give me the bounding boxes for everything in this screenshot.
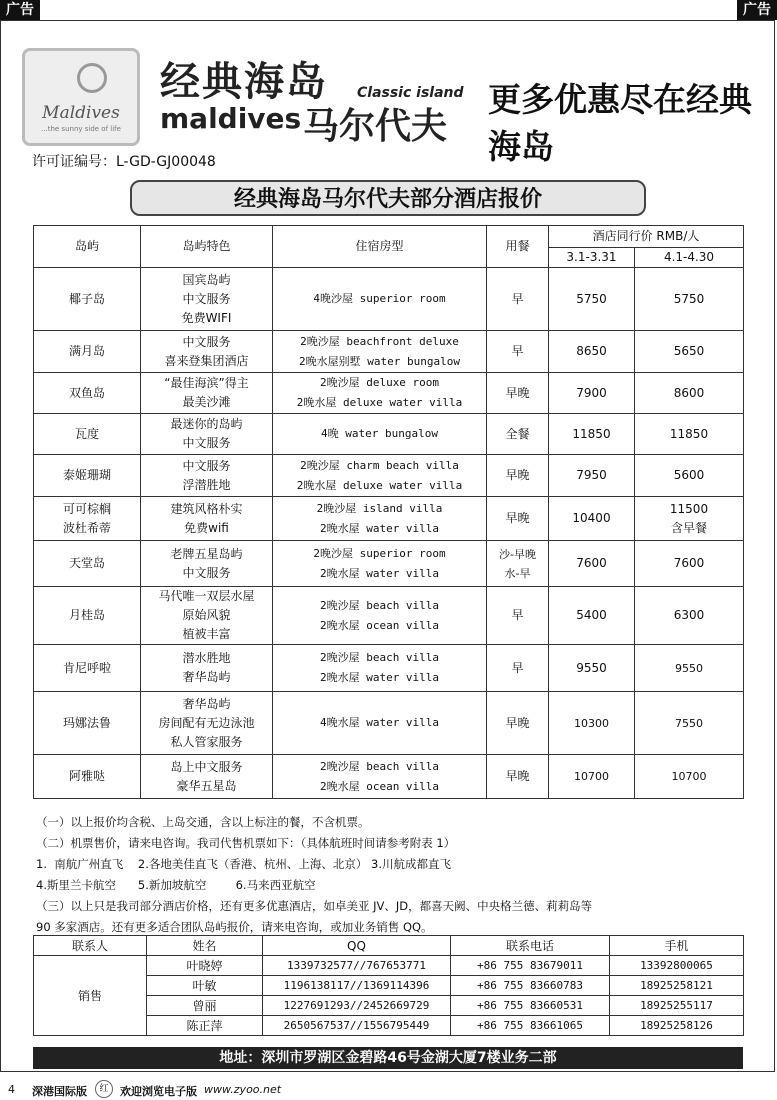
- feature-line: 马代唯一双层水屋: [158, 589, 255, 603]
- price-table: [33, 225, 744, 799]
- meal-plan: 早晚: [487, 373, 549, 414]
- price-april: 8600: [635, 373, 744, 414]
- website-link[interactable]: www.zyoo.net: [204, 1083, 282, 1096]
- feature-line: 奢华岛屿: [182, 696, 231, 711]
- price-row: [34, 268, 744, 331]
- feature-line: 老牌五星岛屿: [170, 546, 243, 561]
- feature-line: 中文服务: [182, 565, 231, 580]
- island-name: 椰子岛: [34, 268, 141, 331]
- header-price: 酒店同行价 RMB/人: [549, 226, 744, 248]
- welcome-text: 欢迎浏览电子版: [120, 1085, 197, 1098]
- price-march: 10400: [549, 497, 635, 541]
- room-types: [273, 268, 487, 331]
- contact-header-role: 联系人: [34, 936, 147, 956]
- price-april: 5600: [635, 455, 744, 497]
- feature-line: 喜来登集团酒店: [164, 353, 249, 368]
- room-line: 2晚沙屋 beach villa: [319, 759, 440, 773]
- contact-table: [33, 935, 744, 1036]
- feature-line: 中文服务: [182, 436, 231, 450]
- footer: [0, 1078, 777, 1100]
- room-types: [273, 587, 487, 645]
- price-march: 10300: [549, 692, 635, 755]
- logo-text: Maldives: [42, 103, 120, 123]
- room-line: 2晚沙屋 island villa: [316, 501, 443, 515]
- room-types: [273, 541, 487, 587]
- contact-qq: 1339732577//767653771: [263, 956, 451, 976]
- contact-name: 陈正萍: [147, 1016, 263, 1036]
- contact-qq: 1227691293//2452669729: [263, 996, 451, 1016]
- island-name: 满月岛: [34, 331, 141, 373]
- price-row: [34, 497, 744, 541]
- meal-plan: 早: [487, 587, 549, 645]
- note-line: 90 多家酒店。还有更多适合团队岛屿报价，请来电咨询，或加业务销售 QQ。: [36, 920, 433, 934]
- page-number: 4: [8, 1083, 15, 1096]
- room-line: 4晚 water bungalow: [321, 427, 438, 440]
- island-features: [141, 587, 273, 645]
- room-types: [273, 645, 487, 692]
- contact-qq: 1196138117//1369114396: [263, 976, 451, 996]
- island-name: 阿雅哒: [34, 755, 141, 799]
- contact-phone: +86 755 83661065: [451, 1016, 610, 1036]
- price-march: 10700: [549, 755, 635, 799]
- feature-line: 中文服务: [182, 334, 231, 349]
- feature-line: 房间配有无边泳池: [158, 715, 255, 730]
- contact-name: 叶敏: [147, 976, 263, 996]
- note-line: 4.斯里兰卡航空 5.新加坡航空 6.马来西亚航空: [36, 878, 316, 892]
- header-meal: 用餐: [487, 226, 549, 268]
- room-types: [273, 373, 487, 414]
- price-april: 7600: [635, 541, 744, 587]
- contact-mobile: 18925258121: [610, 976, 744, 996]
- island-features: [141, 645, 273, 692]
- note-line: （一）以上报价均含税、上岛交通，含以上标注的餐，不含机票。: [36, 815, 370, 829]
- island-features: [141, 755, 273, 799]
- feature-line: 最美沙滩: [182, 395, 231, 409]
- meal-plan: 早晚: [487, 497, 549, 541]
- price-march: 7600: [549, 541, 635, 587]
- room-line: 2晚水屋别墅 water bungalow: [299, 354, 460, 368]
- contact-phone: +86 755 83660783: [451, 976, 610, 996]
- feature-line: 豪华五星岛: [176, 778, 237, 793]
- price-march: 9550: [549, 645, 635, 692]
- feature-line: 国宾岛屿: [182, 272, 231, 287]
- header-period-march: 3.1-3.31: [549, 248, 635, 268]
- room-line: 4晚水屋 water villa: [319, 716, 440, 729]
- feature-line: 免费WIFI: [181, 310, 232, 325]
- contact-mobile: 18925255117: [610, 996, 744, 1016]
- feature-line: 中文服务: [182, 291, 231, 306]
- island-name: 泰姬珊瑚: [34, 455, 141, 497]
- room-line: 2晚水屋 deluxe water villa: [296, 396, 463, 409]
- room-types: [273, 692, 487, 755]
- price-march: 8650: [549, 331, 635, 373]
- price-row: [34, 331, 744, 373]
- island-name: 月桂岛: [34, 587, 141, 645]
- meal-plan: 沙-早晚 水-早: [487, 541, 549, 587]
- brand-subtitle-en: maldives: [160, 102, 302, 135]
- room-types: [273, 455, 487, 497]
- meal-plan: 早晚: [487, 455, 549, 497]
- meal-plan: 全餐: [487, 414, 549, 455]
- address-bar: 地址：深圳市罗湖区金碧路46号金湖大厦7楼业务二部: [33, 1047, 743, 1069]
- contact-header-name: 姓名: [147, 936, 263, 956]
- price-march: 7950: [549, 455, 635, 497]
- room-line: 2晚沙屋 deluxe room: [319, 376, 440, 389]
- header-feature: 岛屿特色: [141, 226, 273, 268]
- room-line: 2晚水屋 ocean villa: [319, 618, 440, 632]
- ad-label-left: 广告: [0, 0, 40, 20]
- contact-mobile: 13392800065: [610, 956, 744, 976]
- header-period-april: 4.1-4.30: [635, 248, 744, 268]
- island-features: [141, 497, 273, 541]
- contact-row: [34, 956, 744, 976]
- price-row: [34, 755, 744, 799]
- feature-line: 潜水胜地: [182, 651, 231, 665]
- edition-badge-icon: 红: [95, 1080, 113, 1098]
- price-row: [34, 541, 744, 587]
- meal-plan: 早: [487, 331, 549, 373]
- room-line: 4晚沙屋 superior room: [313, 292, 446, 305]
- header-island: 岛屿: [34, 226, 141, 268]
- brand-title-cn: 经典海岛: [160, 59, 328, 105]
- price-row: [34, 414, 744, 455]
- island-name: 双鱼岛: [34, 373, 141, 414]
- meal-plan: 早: [487, 268, 549, 331]
- note-line: （二）机票售价，请来电咨询。我司代售机票如下：（具体航班时间请参考附表 1）: [36, 836, 456, 850]
- brand-subtitle-cn: 马尔代夫: [303, 106, 448, 147]
- island-features: [141, 541, 273, 587]
- price-april: 7550: [635, 692, 744, 755]
- price-april: 5750: [635, 268, 744, 331]
- contact-name: 曾丽: [147, 996, 263, 1016]
- island-name: 天堂岛: [34, 541, 141, 587]
- contact-name: 叶晓婷: [147, 956, 263, 976]
- room-line: 2晚沙屋 superior room: [313, 546, 446, 560]
- price-row: [34, 645, 744, 692]
- note-line: 1. 南航广州直飞 2.各地美佳直飞（香港、杭州、上海、北京） 3.川航成都直飞: [36, 857, 452, 871]
- feature-line: “最佳海滨”得主: [164, 376, 249, 390]
- contact-header-mobile: 手机: [610, 936, 744, 956]
- logo-subtext: ...the sunny side of life: [41, 125, 121, 133]
- brand-title-en: Classic island: [357, 85, 464, 101]
- room-types: [273, 755, 487, 799]
- contact-phone: +86 755 83679011: [451, 956, 610, 976]
- license-number: 许可证编号：L-GD-GJ00048: [32, 154, 216, 170]
- feature-line: 岛上中文服务: [170, 759, 243, 774]
- contact-mobile: 18925258126: [610, 1016, 744, 1036]
- feature-line: 免费wifi: [184, 520, 229, 535]
- price-april: 11850: [635, 414, 744, 455]
- price-march: 5400: [549, 587, 635, 645]
- sun-icon: [77, 63, 107, 93]
- island-name: 瓦度: [34, 414, 141, 455]
- room-line: 2晚水屋 deluxe water villa: [296, 478, 463, 492]
- room-line: 2晚沙屋 beach villa: [319, 598, 440, 612]
- price-march: 5750: [549, 268, 635, 331]
- meal-plan: 早: [487, 645, 549, 692]
- contact-phone: +86 755 83660531: [451, 996, 610, 1016]
- room-line: 2晚水屋 ocean villa: [319, 779, 440, 793]
- island-features: [141, 373, 273, 414]
- contact-header-qq: QQ: [263, 936, 451, 956]
- room-line: 2晚沙屋 beach villa: [319, 651, 440, 664]
- price-march: 7900: [549, 373, 635, 414]
- room-line: 2晚水屋 water villa: [319, 521, 440, 535]
- maldives-logo: [22, 48, 140, 146]
- price-april: 10700: [635, 755, 744, 799]
- island-features: [141, 268, 273, 331]
- price-row: [34, 455, 744, 497]
- feature-line: 浮潜胜地: [182, 477, 231, 492]
- price-row: [34, 587, 744, 645]
- price-april: 5650: [635, 331, 744, 373]
- island-features: [141, 331, 273, 373]
- price-row: [34, 692, 744, 755]
- island-features: [141, 414, 273, 455]
- price-april: 6300: [635, 587, 744, 645]
- feature-line: 私人管家服务: [170, 734, 243, 749]
- room-types: [273, 497, 487, 541]
- feature-line: 最迷你的岛屿: [170, 417, 243, 431]
- ad-label-right: 广告: [737, 0, 777, 20]
- edition-name: 深港国际版: [32, 1085, 87, 1098]
- contact-header-phone: 联系电话: [451, 936, 610, 956]
- room-line: 2晚水屋 water villa: [319, 671, 440, 684]
- header-room: 住宿房型: [273, 226, 487, 268]
- island-features: [141, 692, 273, 755]
- island-name: 可可棕榈 波杜希蒂: [34, 497, 141, 541]
- room-types: [273, 414, 487, 455]
- meal-plan: 早晚: [487, 692, 549, 755]
- room-types: [273, 331, 487, 373]
- price-march: 11850: [549, 414, 635, 455]
- feature-line: 奢华岛屿: [182, 670, 231, 684]
- note-line: （三）以上只是我司部分酒店价格，还有更多优惠酒店，如卓美亚 JV、JD，都喜天阙、中央格兰德、莉莉岛等: [36, 899, 593, 913]
- contact-role: 销售: [34, 956, 147, 1036]
- feature-line: 原始风貌: [182, 608, 231, 622]
- feature-line: 中文服务: [182, 458, 231, 473]
- island-name: 肯尼呼啦: [34, 645, 141, 692]
- slogan: 更多优惠尽在经典海岛: [488, 80, 752, 166]
- price-row: [34, 373, 744, 414]
- price-april: 9550: [635, 645, 744, 692]
- room-line: 2晚沙屋 charm beach villa: [300, 458, 459, 472]
- island-features: [141, 455, 273, 497]
- price-april: 11500 含早餐: [635, 497, 744, 541]
- meal-plan: 早晚: [487, 755, 549, 799]
- price-table-title: 经典海岛马尔代夫部分酒店报价: [130, 180, 646, 216]
- notes: [36, 812, 744, 938]
- feature-line: 植被丰富: [182, 627, 231, 641]
- island-name: 玛娜法鲁: [34, 692, 141, 755]
- room-line: 2晚沙屋 beachfront deluxe: [300, 334, 459, 348]
- contact-qq: 2650567537//1556795449: [263, 1016, 451, 1036]
- feature-line: 建筑风格朴实: [170, 501, 243, 516]
- room-line: 2晚水屋 water villa: [319, 566, 440, 580]
